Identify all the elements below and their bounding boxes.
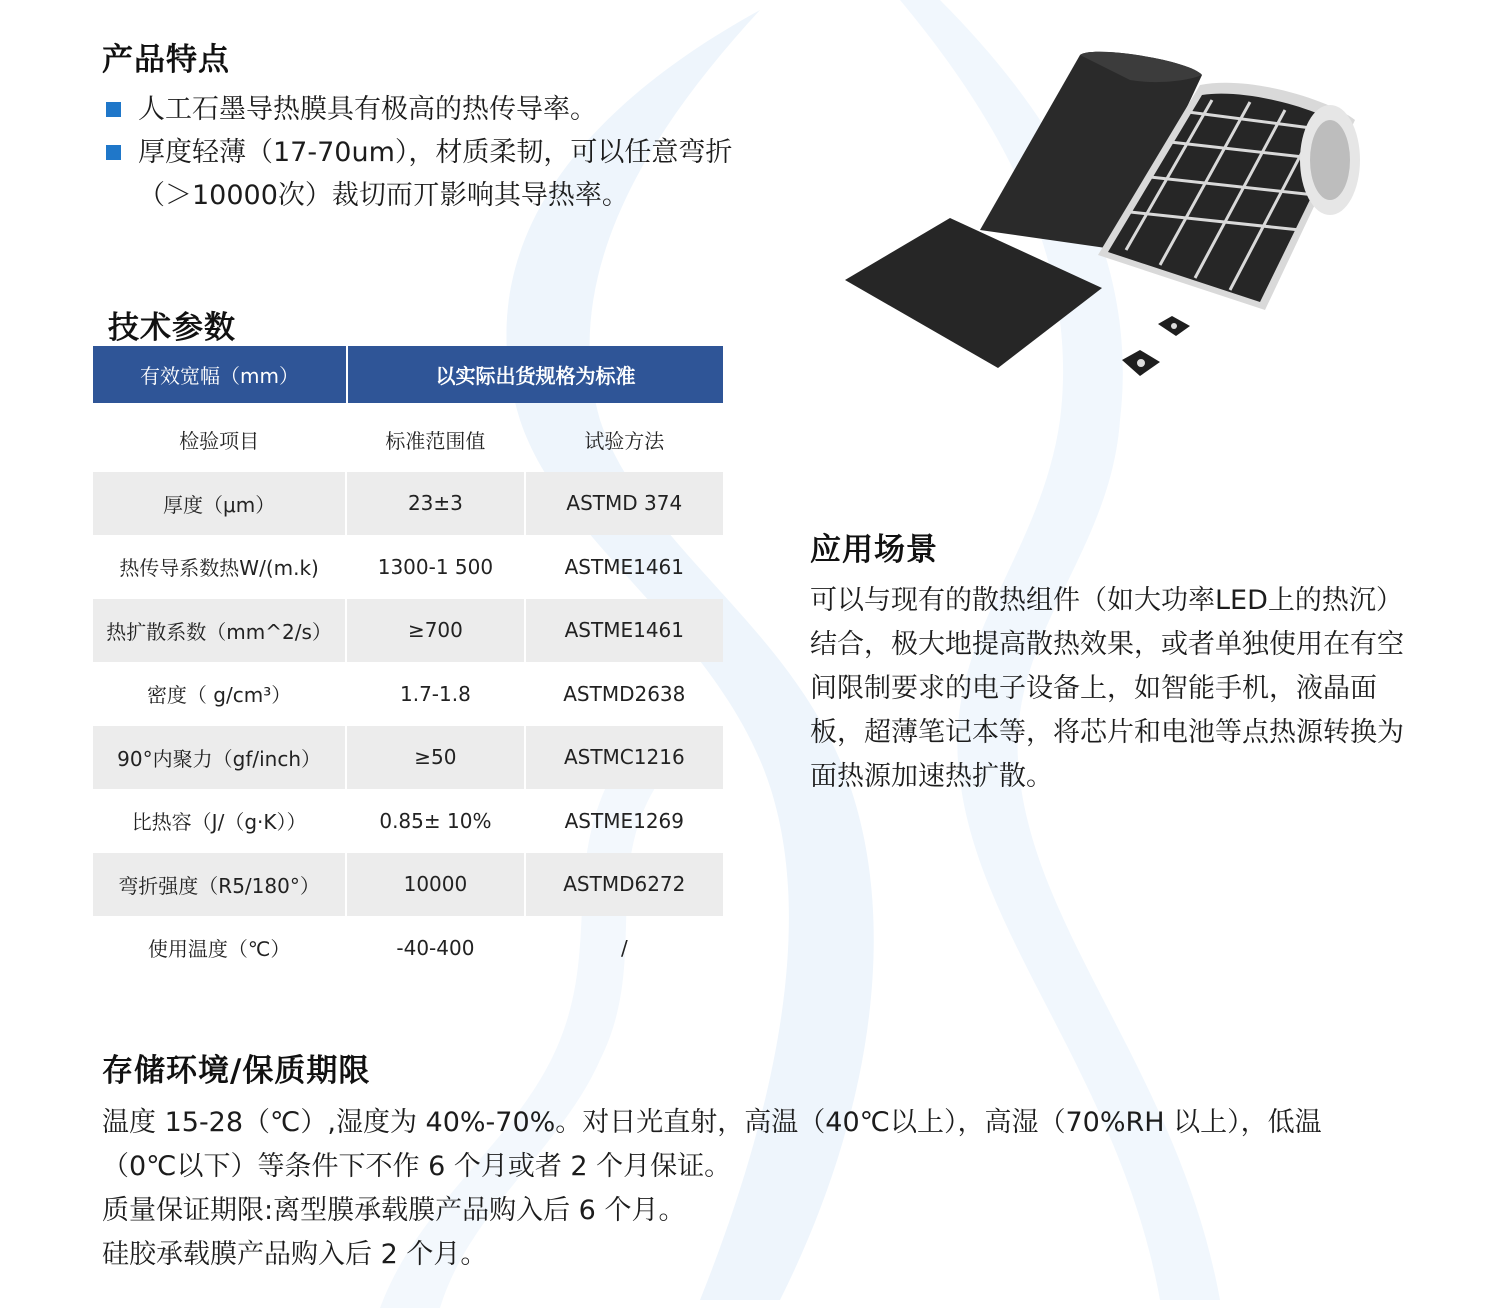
row-method: ASTME1461 [564,554,684,579]
row-method: ASTMC1216 [526,726,723,790]
feature-text: 人工石墨导热膜具有极高的热传导率。 [138,94,597,125]
row-method: ASTMD 374 [526,472,723,536]
row-value: ≥50 [347,726,523,790]
table-row [93,789,723,853]
storage-text-block [102,1101,1392,1277]
column-header-method: 试验方法 [584,429,665,454]
table-row [93,662,723,726]
header-width-value: 以实际出货规格为标准 [348,346,723,403]
row-item: 使用温度（℃） [147,937,291,962]
row-item: 热传导系数热W/(m.k) [119,556,319,581]
row-item: 比热容（J/（g·K）） [131,810,307,835]
header-width-label: 有效宽幅（mm） [93,346,346,403]
row-item: 90°内聚力（gf/inch） [93,726,345,790]
row-item: 热扩散系数（mm^2/s） [93,599,345,663]
column-header-item: 检验项目 [179,429,260,454]
row-item: 密度（ g/cm³） [146,683,292,708]
application-heading: 应用场景 [810,532,938,568]
row-value: 23±3 [347,472,523,536]
feature-text: 厚度轻薄（17-70um），材质柔韧，可以任意弯折（＞10000次）裁切而丌影响其导热率。 [138,137,733,211]
table-row [93,853,723,917]
row-value: ≥700 [347,599,523,663]
table-row [93,726,723,790]
graphite-film-product-image [830,40,1390,400]
table-row [93,916,723,980]
params-table [93,346,723,980]
feature-item [104,131,744,217]
table-column-header-row [93,408,723,472]
row-method: ASTMD6272 [526,853,723,917]
square-bullet-icon [106,102,121,117]
storage-line: 硅胶承载膜产品购入后 2 个月。 [102,1239,488,1270]
row-value: 0.85± 10% [379,808,492,833]
row-value: 1.7-1.8 [399,681,471,706]
square-bullet-icon [106,145,121,160]
table-row [93,599,723,663]
row-value: 10000 [347,853,523,917]
table-row [93,535,723,599]
tech-params-heading: 技术参数 [108,310,236,346]
row-method: ASTME1461 [526,599,723,663]
row-method: / [620,935,628,960]
feature-item [104,88,744,131]
row-method: ASTMD2638 [563,681,686,706]
row-method: ASTME1269 [564,808,684,833]
row-item: 厚度（μm） [93,472,345,536]
row-value: -40-400 [396,935,475,960]
features-heading: 产品特点 [102,42,230,78]
row-item: 弯折强度（R5/180°） [93,853,345,917]
row-value: 1300-1 500 [377,554,494,579]
features-list [104,88,744,217]
storage-line: 质量保证期限:离型膜承载膜产品购入后 6 个月。 [102,1195,686,1226]
application-text: 可以与现有的散热组件（如大功率LED上的热沉）结合，极大地提高散热效果，或者单独使用在有空间限制要求的电子设备上，如智能手机，液晶面板，超薄笔记本等，将芯片和电池等点热源转换为面热源加速热扩散。 [810,585,1404,792]
table-header-row [93,346,723,403]
table-row [93,472,723,536]
storage-line: 温度 15-28（℃）,湿度为 40%-70%。对日光直射，高温（40℃以上），高湿（70%RH 以上），低温（0℃以下）等条件下不作 6 个月或者 2 个月保证。 [102,1107,1322,1182]
column-header-value: 标准范围值 [385,429,486,454]
storage-heading: 存储环境/保质期限 [102,1053,371,1089]
